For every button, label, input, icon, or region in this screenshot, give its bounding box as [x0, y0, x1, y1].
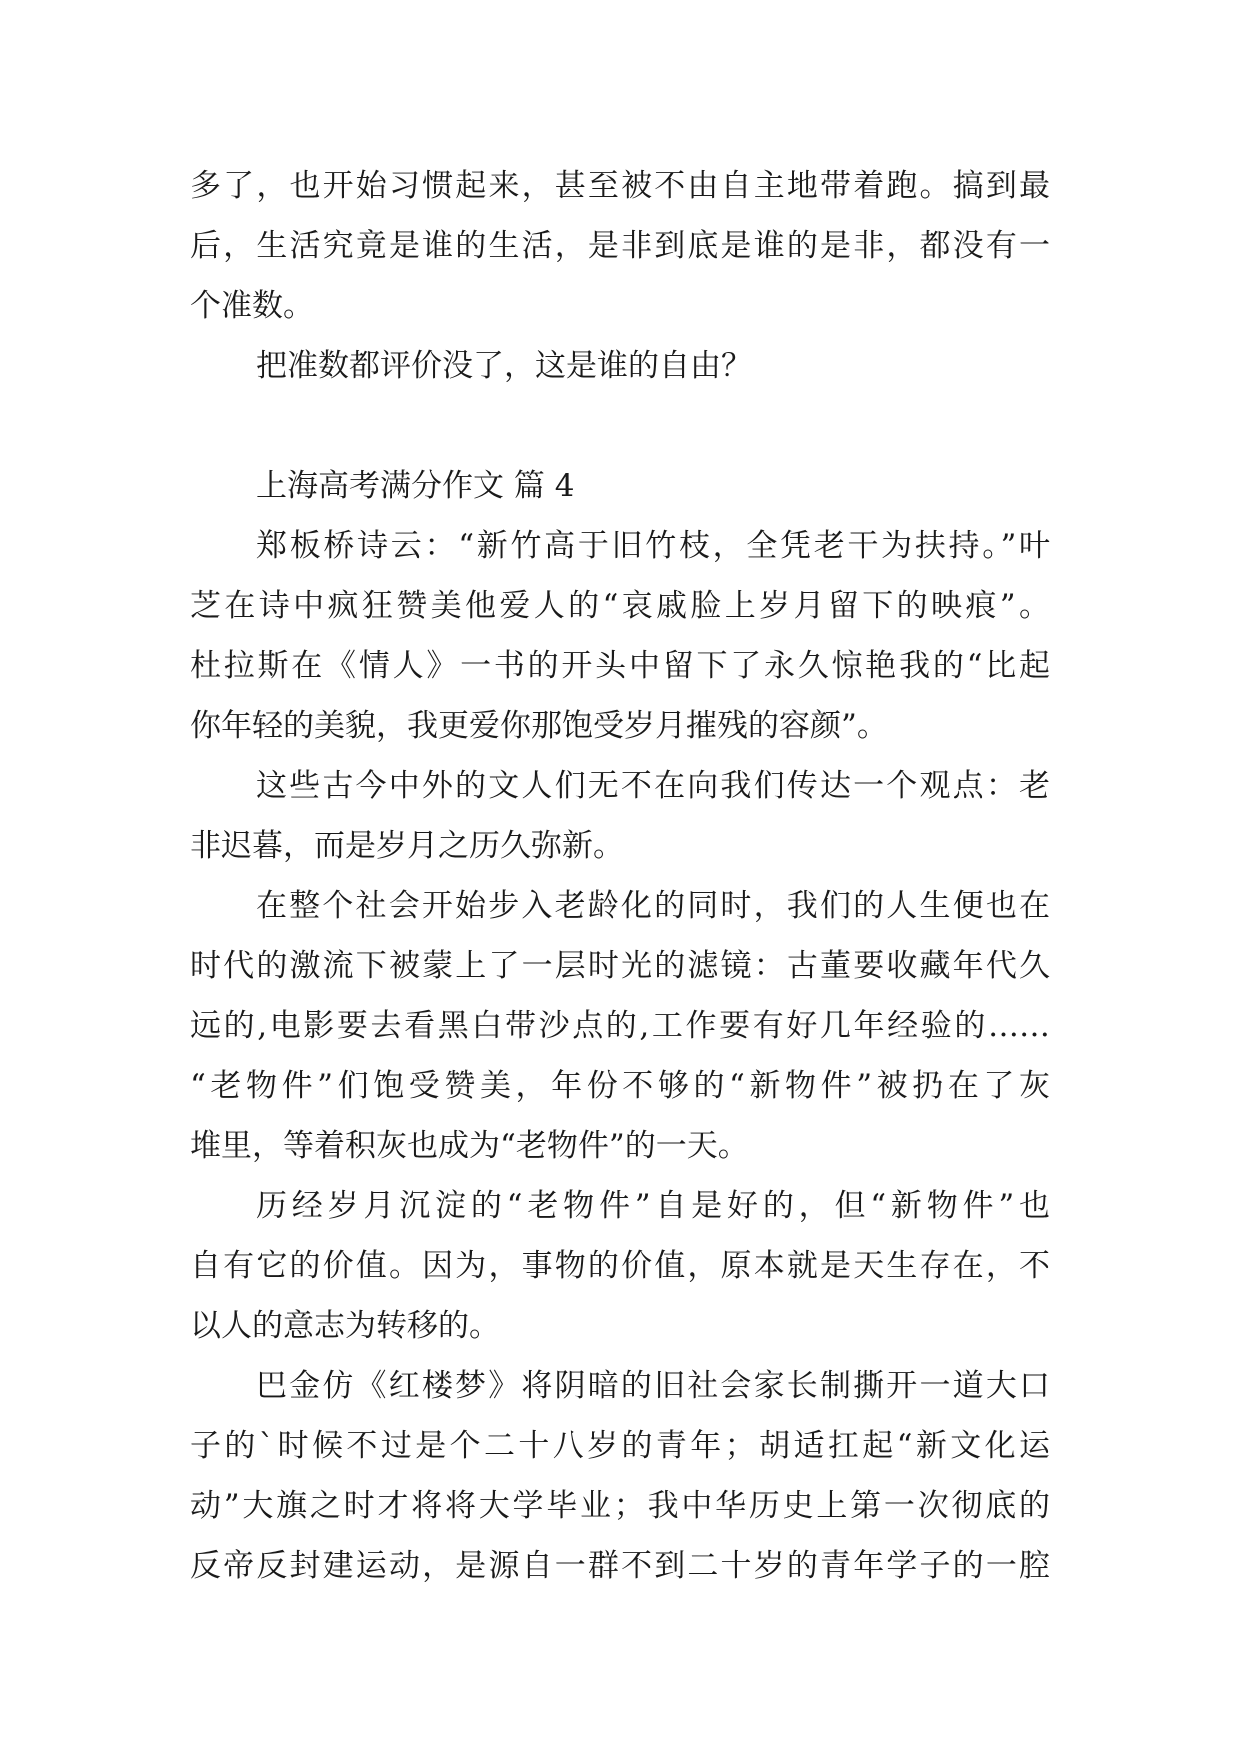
text-line: 非迟暮，而是岁月之历久弥新。: [190, 828, 624, 864]
text-line: 你年轻的美貌，我更爱你那饱受岁月摧残的容颜”。: [190, 708, 888, 744]
text-line: 后，生活究竟是谁的生活，是非到底是谁的是非，都没有一: [190, 228, 1050, 264]
text-line: 以人的意志为转移的。: [190, 1308, 500, 1344]
text-line: 在整个社会开始步入老龄化的同时，我们的人生便也在: [256, 888, 1050, 924]
text-line: 把准数都评价没了，这是谁的自由？: [256, 348, 752, 384]
document-page: [190, 156, 1050, 1596]
text-line: 堆里，等着积灰也成为“老物件”的一天。: [190, 1128, 749, 1164]
text-line: 反帝反封建运动，是源自一群不到二十岁的青年学子的一腔: [190, 1548, 1050, 1584]
text-line: 历经岁月沉淀的“老物件”自是好的，但“新物件”也: [256, 1188, 1050, 1224]
text-line: 自有它的价值。因为，事物的价值，原本就是天生存在，不: [190, 1248, 1050, 1284]
text-line: 个准数。: [190, 288, 314, 324]
text-line: 郑板桥诗云：“新竹高于旧竹枝，全凭老干为扶持。”叶: [256, 528, 1050, 564]
text-line: 时代的激流下被蒙上了一层时光的滤镜：古董要收藏年代久: [190, 948, 1050, 984]
text-line: 远的,电影要去看黑白带沙点的,工作要有好几年经验的……: [190, 1008, 1050, 1044]
text-line: 动”大旗之时才将将大学毕业；我中华历史上第一次彻底的: [190, 1488, 1050, 1524]
text-line: “老物件”们饱受赞美，年份不够的“新物件”被扔在了灰: [190, 1068, 1050, 1104]
text-line: 这些古今中外的文人们无不在向我们传达一个观点：老: [256, 768, 1050, 804]
text-line: 杜拉斯在《情人》一书的开头中留下了永久惊艳我的“比起: [190, 648, 1050, 684]
section-heading: 上海高考满分作文 篇 4: [256, 468, 575, 504]
text-line: 子的`时候不过是个二十八岁的青年；胡适扛起“新文化运: [190, 1428, 1050, 1464]
text-line: 巴金仿《红楼梦》将阴暗的旧社会家长制撕开一道大口: [256, 1368, 1050, 1404]
spacer: [190, 396, 1050, 456]
text-line: 多了，也开始习惯起来，甚至被不由自主地带着跑。搞到最: [190, 168, 1050, 204]
text-line: 芝在诗中疯狂赞美他爱人的“哀戚脸上岁月留下的映痕”。: [190, 588, 1050, 624]
